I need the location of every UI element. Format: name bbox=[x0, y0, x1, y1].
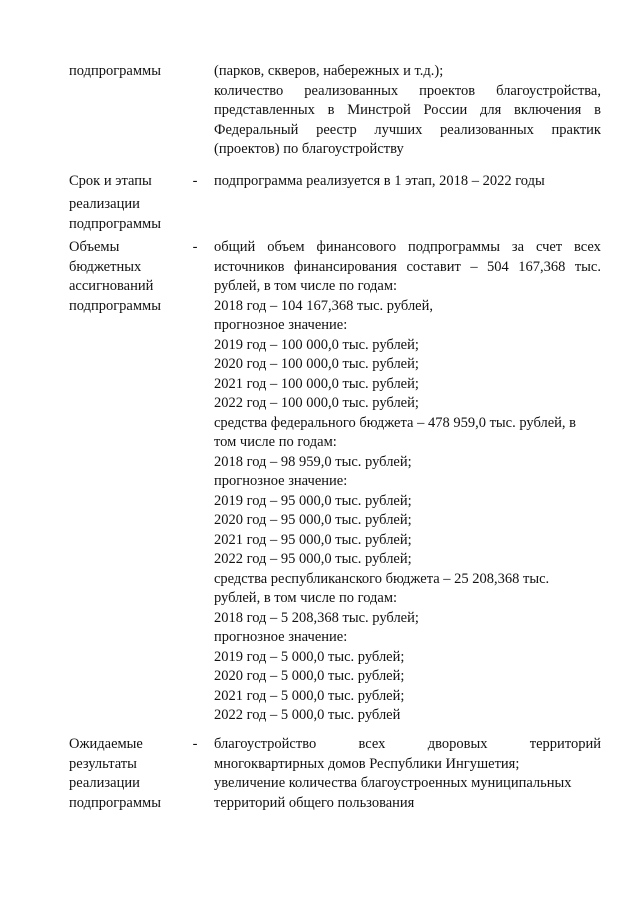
row-dash: - bbox=[192, 736, 198, 752]
content-line: средства республиканского бюджета – 25 208,368 тыс. bbox=[214, 570, 550, 587]
content-line: 2018 год – 5 208,368 тыс. рублей; bbox=[214, 609, 419, 626]
row-label bbox=[69, 238, 179, 316]
row-label bbox=[69, 735, 179, 813]
content-line: том числе по годам: bbox=[214, 434, 337, 450]
content-line: 2019 год – 5 000,0 тыс. рублей; bbox=[214, 648, 405, 665]
content-line: 2018 год – 104 167,368 тыс. рублей, bbox=[214, 297, 434, 314]
content-line: 2021 год – 95 000,0 тыс. рублей; bbox=[214, 531, 412, 548]
label-line: Срок и этапы bbox=[69, 173, 152, 189]
row-content bbox=[214, 238, 601, 726]
label-line: бюджетных bbox=[69, 258, 142, 275]
content-line: 2021 год – 100 000,0 тыс. рублей; bbox=[214, 375, 419, 392]
content-line: Федеральный реестр лучших реализованных практик bbox=[214, 121, 601, 138]
label-line: ассигнований bbox=[69, 278, 154, 294]
content-line: 2019 год – 95 000,0 тыс. рублей; bbox=[214, 492, 412, 509]
row-dash: - bbox=[192, 239, 198, 255]
label-line: подпрограммы bbox=[69, 297, 161, 314]
content-line: территорий общего пользования bbox=[214, 794, 415, 811]
content-line: источников финансирования составит – 504 167,368 тыс. bbox=[214, 258, 601, 275]
row-dash: - bbox=[192, 173, 198, 189]
row-label bbox=[69, 172, 179, 235]
row-content bbox=[214, 172, 601, 192]
row-label bbox=[69, 62, 179, 82]
content-line: 2020 год – 100 000,0 тыс. рублей; bbox=[214, 356, 419, 372]
content-line: представленных в Минстрой России для включения в bbox=[214, 102, 601, 118]
row-content bbox=[214, 62, 601, 160]
label-line: подпрограммы bbox=[69, 216, 161, 232]
row-content bbox=[214, 735, 601, 813]
content-line: прогнозное значение: bbox=[214, 317, 348, 333]
content-line: благоустройство всех дворовых территорий bbox=[214, 736, 601, 752]
content-line: прогнозное значение: bbox=[214, 629, 348, 645]
content-line: 2022 год – 95 000,0 тыс. рублей; bbox=[214, 551, 412, 567]
content-line: средства федерального бюджета – 478 959,0 тыс. рублей, в bbox=[214, 414, 576, 431]
content-line: 2020 год – 5 000,0 тыс. рублей; bbox=[214, 668, 405, 684]
label-line: подпрограммы bbox=[69, 63, 161, 79]
content-line: увеличение количества благоустроенных муниципальных bbox=[214, 775, 572, 791]
label-line: реализации bbox=[69, 195, 140, 212]
label-line: Объемы bbox=[69, 239, 120, 255]
content-line: рублей, в том числе по годам: bbox=[214, 278, 398, 294]
label-line: реализации bbox=[69, 775, 140, 791]
label-line: Ожидаемые bbox=[69, 736, 143, 752]
content-line: (парков, скверов, набережных и т.д.); bbox=[214, 63, 444, 79]
content-line: 2022 год – 100 000,0 тыс. рублей; bbox=[214, 395, 419, 411]
content-line: общий объем финансового подпрограммы за счет всех bbox=[214, 239, 601, 255]
content-line: 2019 год – 100 000,0 тыс. рублей; bbox=[214, 336, 419, 353]
content-line: 2022 год – 5 000,0 тыс. рублей bbox=[214, 707, 401, 723]
content-line: рублей, в том числе по годам: bbox=[214, 590, 398, 606]
label-line: подпрограммы bbox=[69, 794, 161, 811]
content-line: (проектов) по благоустройству bbox=[214, 141, 404, 157]
content-line: подпрограмма реализуется в 1 этап, 2018 – 2022 годы bbox=[214, 173, 545, 189]
content-line: 2020 год – 95 000,0 тыс. рублей; bbox=[214, 512, 412, 528]
content-line: 2021 год – 5 000,0 тыс. рублей; bbox=[214, 687, 405, 704]
label-line: результаты bbox=[69, 755, 137, 772]
content-line: 2018 год – 98 959,0 тыс. рублей; bbox=[214, 453, 412, 470]
content-line: многоквартирных домов Республики Ингушетия; bbox=[214, 755, 520, 772]
content-line: прогнозное значение: bbox=[214, 473, 348, 489]
content-line: количество реализованных проектов благоустройства, bbox=[214, 82, 601, 99]
